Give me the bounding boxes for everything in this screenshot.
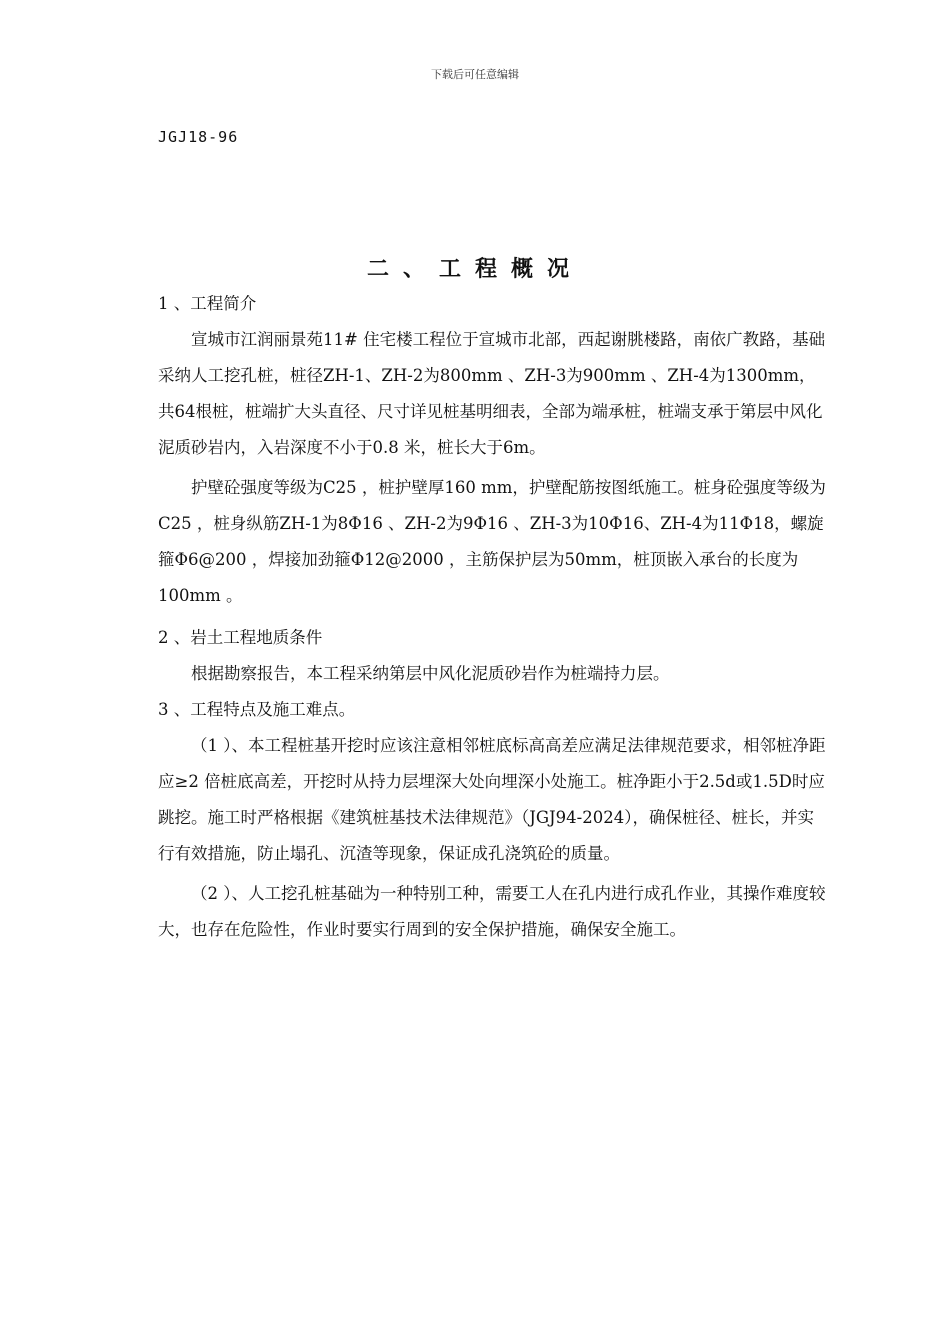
paragraph-project-intro-2: 护壁砼强度等级为C25 ，桩护壁厚160 mm，护壁配筋按图纸施工。桩身砼强度等级为C25 ，桩身纵筋ZH-1为8Φ16 、ZH-2为9Φ16 、ZH-3为10Φ16、ZH-4为11Φ18，螺旋箍Φ6@200 ，焊接加劲箍Φ12@2000 ，主筋保护层为50mm，桩顶嵌入承台的长度为100mm 。 (158, 478, 826, 605)
heading-geology: 2 、岩土工程地质条件 (158, 628, 323, 647)
paragraph-geology: 根据勘察报告，本工程采纳第层中风化泥质砂岩作为桩端持力层。 (191, 664, 670, 683)
paragraph-project-intro-1: 宣城市江润丽景苑11# 住宅楼工程位于宣城市北部，西起谢朓楼路，南依广教路，基础采纳人工挖孔桩，桩径ZH-1、ZH-2为800mm 、ZH-3为900mm 、ZH-4为1300mm，共64根桩，桩端扩大头直径、尺寸详见桩基明细表，全部为端承桩，桩端支承于第层中风化泥质砂岩内，入岩深度不小于0.8 米，桩长大于6m。 (158, 330, 826, 457)
standard-reference: JGJ18-96 (158, 128, 239, 146)
document-body (158, 286, 830, 948)
heading-features: 3 、工程特点及施工难点。 (158, 700, 356, 719)
section-title: 二、工程概况 (366, 257, 583, 282)
paragraph-features-2: （2 ）、人工挖孔桩基础为一种特别工种，需要工人在孔内进行成孔作业，其操作难度较大，也存在危险性，作业时要实行周到的安全保护措施，确保安全施工。 (158, 884, 826, 939)
paragraph-features-1: （1 ）、本工程桩基开挖时应该注意相邻桩底标高高差应满足法律规范要求，相邻桩净距应≥2 倍桩底高差，开挖时从持力层埋深大处向埋深小处施工。桩净距小于2.5d或1.5D时应跳挖。施工时严格根据《建筑桩基技术法律规范》（JGJ94-2024），确保桩径、桩长，并实行有效措施，防止塌孔、沉渣等现象，保证成孔浇筑砼的质量。 (158, 736, 826, 863)
page-header-note: 下载后可任意编辑 (431, 68, 519, 81)
heading-project-intro: 1 、工程简介 (158, 294, 257, 313)
